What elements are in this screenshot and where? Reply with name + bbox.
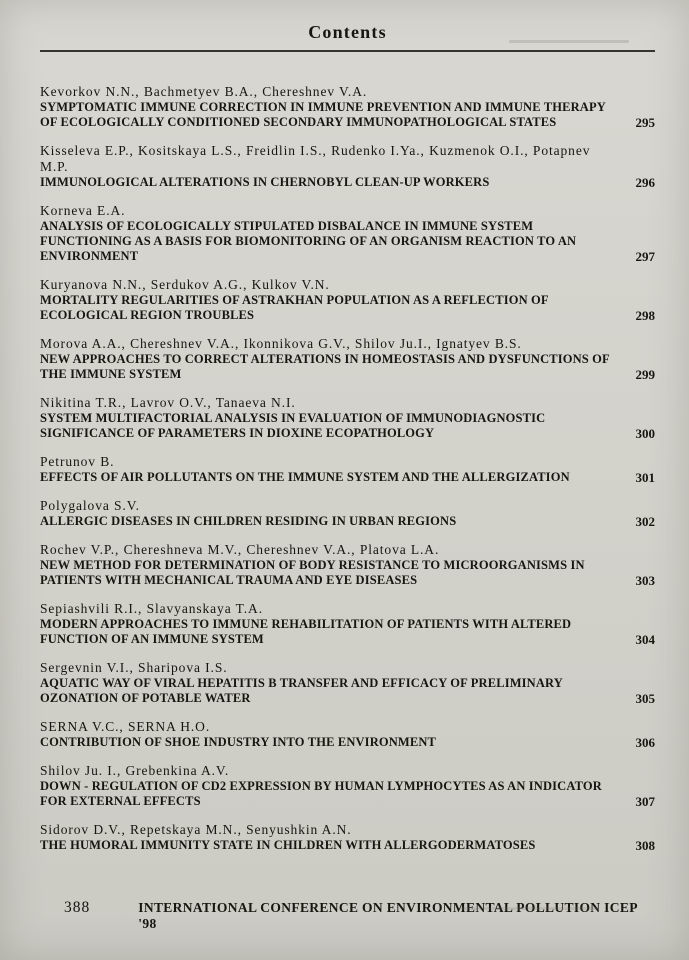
- toc-entry: [40, 395, 655, 441]
- footer-page-number: 388: [64, 899, 91, 916]
- entry-title: AQUATIC WAY OF VIRAL HEPATITIS B TRANSFER AND EFFICACY OF PRELIMINARY OZONATION OF POTABLE WATER: [40, 676, 563, 705]
- toc-entry: [40, 822, 655, 853]
- entry-page-number: 304: [635, 632, 655, 647]
- entry-page-number: 297: [635, 249, 655, 264]
- toc-entry-text: [40, 395, 618, 441]
- toc-entry-text: [40, 454, 570, 485]
- entry-page-number: 307: [635, 794, 655, 809]
- toc-entry-text: [40, 498, 456, 529]
- entry-authors: Sergevnin V.I., Sharipova I.S.: [40, 660, 228, 675]
- entry-authors: Kuryanova N.N., Serdukov A.G., Kulkov V.N.: [40, 277, 330, 292]
- entry-authors: Sidorov D.V., Repetskaya M.N., Senyushkin A.N.: [40, 822, 352, 837]
- entry-authors: SERNA V.C., SERNA H.O.: [40, 719, 211, 734]
- toc-entry-text: [40, 660, 618, 706]
- entry-page-number: 301: [635, 470, 655, 485]
- scan-artifact: [459, 907, 599, 910]
- entry-title: SYSTEM MULTIFACTORIAL ANALYSIS IN EVALUATION OF IMMUNODIAGNOSTIC SIGNIFICANCE OF PARAMETERS IN DIOXINE ECOPATHOLOGY: [40, 411, 546, 440]
- entry-authors: Morova A.A., Chereshnev V.A., Ikonnikova G.V., Shilov Ju.I., Ignatyev B.S.: [40, 336, 522, 351]
- entry-page-number: 302: [635, 514, 655, 529]
- entry-authors: Rochev V.P., Chereshneva M.V., Chereshnev V.A., Platova L.A.: [40, 542, 440, 557]
- entry-page-number: 299: [635, 367, 655, 382]
- entry-title: ANALYSIS OF ECOLOGICALLY STIPULATED DISBALANCE IN IMMUNE SYSTEM FUNCTIONING AS A BASIS FOR BIOMONITORING OF AN ORGANISM REACTION TO AN ENVIRONMENT: [40, 219, 577, 263]
- toc-entry: [40, 203, 655, 264]
- toc-entry: [40, 336, 655, 382]
- toc-entry-text: [40, 601, 618, 647]
- footer-conference-title: INTERNATIONAL CONFERENCE ON ENVIRONMENTAL POLLUTION ICEP '98: [138, 900, 638, 931]
- entry-authors: Nikitina T.R., Lavrov O.V., Tanaeva N.I.: [40, 395, 296, 410]
- entry-title: NEW APPROACHES TO CORRECT ALTERATIONS IN HOMEOSTASIS AND DYSFUNCTIONS OF THE IMMUNE SYSTEM: [40, 352, 610, 381]
- entry-authors: Kevorkov N.N., Bachmetyev B.A., Chereshnev V.A.: [40, 84, 368, 99]
- entry-authors: Polygalova S.V.: [40, 498, 140, 513]
- entry-title: SYMPTOMATIC IMMUNE CORRECTION IN IMMUNE PREVENTION AND IMMUNE THERAPY OF ECOLOGICALLY CONDITIONED SECONDARY IMMUNOPATHOLOGICAL STATES: [40, 100, 606, 129]
- entry-page-number: 300: [635, 426, 655, 441]
- entry-title: ALLERGIC DISEASES IN CHILDREN RESIDING IN URBAN REGIONS: [40, 514, 457, 528]
- toc-entry-text: [40, 336, 618, 382]
- page-footer: [40, 899, 655, 932]
- toc-entry-text: [40, 763, 618, 809]
- toc-entry-text: [40, 203, 618, 264]
- toc-entry: [40, 277, 655, 323]
- entry-page-number: 296: [635, 175, 655, 190]
- entry-title: MODERN APPROACHES TO IMMUNE REHABILITATION OF PATIENTS WITH ALTERED FUNCTION OF AN IMMUNE SYSTEM: [40, 617, 572, 646]
- scan-artifact: [509, 40, 629, 43]
- toc-entry: [40, 719, 655, 750]
- entry-title: THE HUMORAL IMMUNITY STATE IN CHILDREN WITH ALLERGODERMATOSES: [40, 838, 536, 852]
- entry-title: DOWN - REGULATION OF CD2 EXPRESSION BY HUMAN LYMPHOCYTES AS AN INDICATOR FOR EXTERNAL EFFECTS: [40, 779, 602, 808]
- entry-authors: Petrunov B.: [40, 454, 115, 469]
- toc-entry-text: [40, 84, 618, 130]
- toc-entry: [40, 84, 655, 130]
- entry-page-number: 295: [635, 115, 655, 130]
- entry-authors: Shilov Ju. I., Grebenkina A.V.: [40, 763, 230, 778]
- entry-page-number: 305: [635, 691, 655, 706]
- toc-entry-text: [40, 277, 618, 323]
- toc-entry: [40, 454, 655, 485]
- entry-page-number: 306: [635, 735, 655, 750]
- page-title: Contents: [308, 22, 387, 42]
- toc-entry: [40, 542, 655, 588]
- toc-entry: [40, 763, 655, 809]
- header-divider: [40, 50, 655, 52]
- entry-authors: Kisseleva E.P., Kositskaya L.S., Freidlin I.S., Rudenko I.Ya., Kuzmenok O.I., Potapnev M.P.: [40, 143, 591, 174]
- toc-entry-text: [40, 822, 535, 853]
- entry-title: NEW METHOD FOR DETERMINATION OF BODY RESISTANCE TO MICROORGANISMS IN PATIENTS WITH MECHANICAL TRAUMA AND EYE DISEASES: [40, 558, 585, 587]
- entry-page-number: 298: [635, 308, 655, 323]
- entry-authors: Korneva E.A.: [40, 203, 126, 218]
- entry-authors: Sepiashvili R.I., Slavyanskaya T.A.: [40, 601, 263, 616]
- toc-entry-text: [40, 719, 436, 750]
- entry-page-number: 308: [635, 838, 655, 853]
- toc-entry: [40, 660, 655, 706]
- entry-title: IMMUNOLOGICAL ALTERATIONS IN CHERNOBYL CLEAN-UP WORKERS: [40, 175, 490, 189]
- entry-title: MORTALITY REGULARITIES OF ASTRAKHAN POPULATION AS A REFLECTION OF ECOLOGICAL REGION TROUBLES: [40, 293, 549, 322]
- toc-entries: [40, 84, 655, 853]
- entry-title: EFFECTS OF AIR POLLUTANTS ON THE IMMUNE SYSTEM AND THE ALLERGIZATION: [40, 470, 570, 484]
- entry-page-number: 303: [635, 573, 655, 588]
- toc-entry: [40, 601, 655, 647]
- toc-entry: [40, 143, 655, 190]
- toc-entry: [40, 498, 655, 529]
- toc-entry-text: [40, 542, 618, 588]
- toc-entry-text: [40, 143, 618, 190]
- entry-title: CONTRIBUTION OF SHOE INDUSTRY INTO THE ENVIRONMENT: [40, 735, 437, 749]
